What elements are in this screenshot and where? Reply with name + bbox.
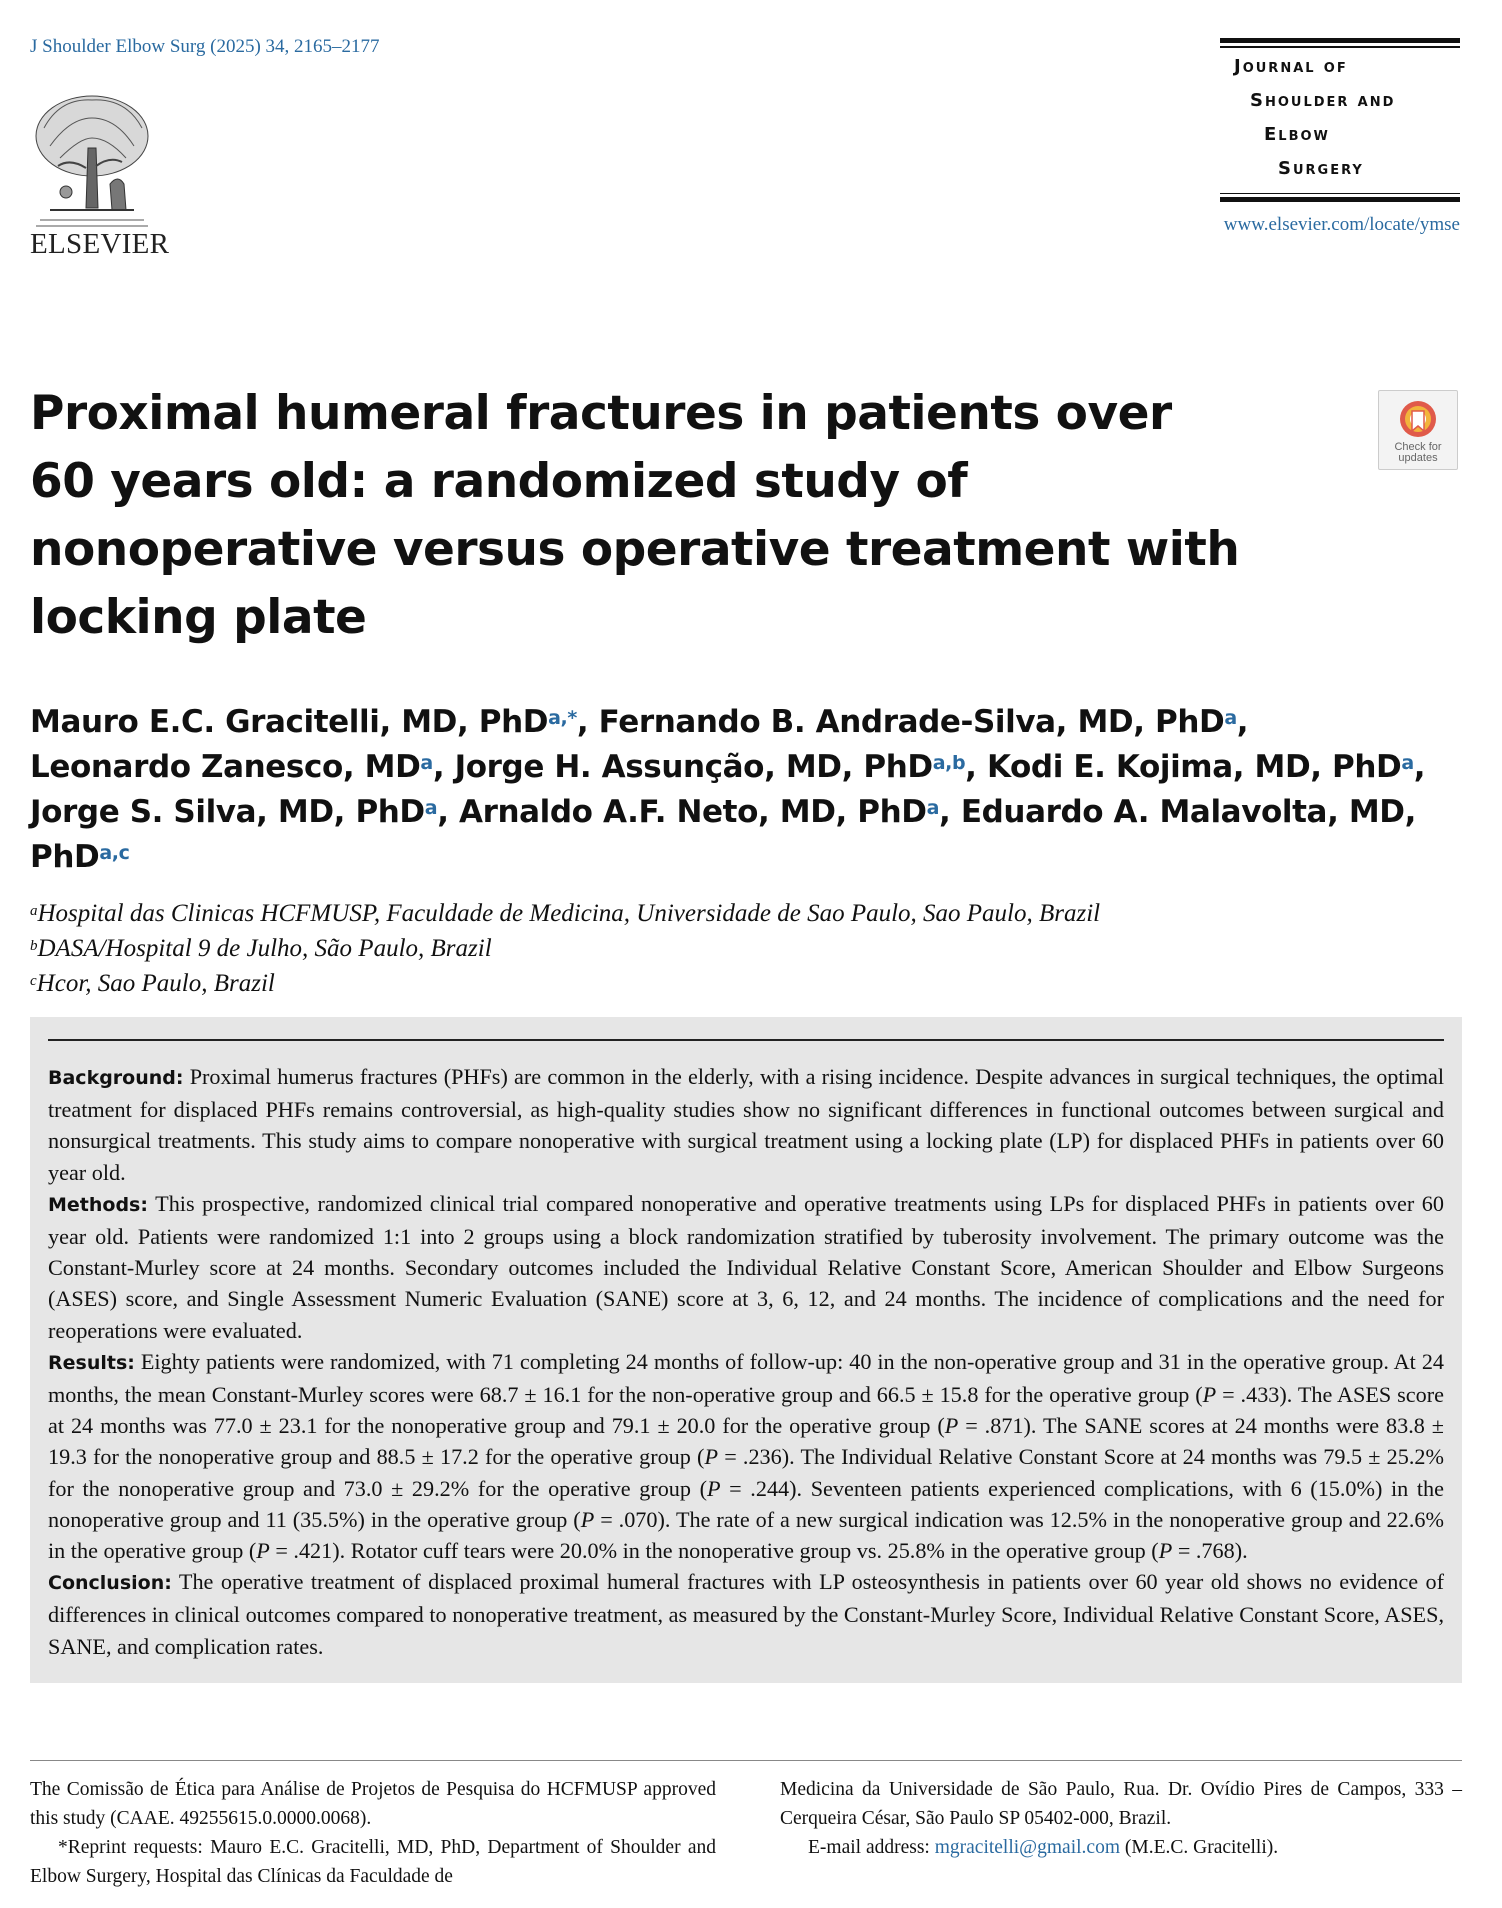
email-footnote <box>780 1833 1462 1862</box>
check-updates-label: Check for <box>1394 441 1442 453</box>
abstract-paragraph: = .244). Seventeen patients experienced complications, with 6 (15.0%) in the nonoperative group and 11 (35.5%) in the operative group ( <box>48 1475 1444 1532</box>
affiliation-item <box>30 931 1100 966</box>
affiliation-link[interactable]: a,* <box>548 707 577 729</box>
email-owner: (M.E.C. Gracitelli). <box>1124 1837 1279 1858</box>
affiliation-list <box>30 896 1100 1001</box>
abstract-paragraph: This prospective, randomized clinical trial compared nonoperative and operative treatments using LPs for displaced PHFs in patients over 60 year old. Patients were randomized 1:1 into 2 groups using a block randomization stratified by tuberosity involvement. The primary outcome was the Constant-Murley score at 24 months. Secondary outcomes included the Individual Relative Constant Score, American Shoulder and Elbow Surgeons (ASES) score, and Single Assessment Numeric Evaluation (SANE) score at 3, 6, 12, and 24 months. The incidence of complications and the need for reoperations were evaluated. <box>48 1190 1444 1343</box>
affiliation-link[interactable]: a <box>420 752 433 774</box>
check-for-updates-button[interactable] <box>1378 390 1458 470</box>
footnote-left-column <box>30 1775 716 1891</box>
abstract-results <box>48 1346 1444 1566</box>
abstract-paragraph: = .070). The rate of a new surgical indication was 12.5% in the nonoperative group and 22.6% in the operative group ( <box>48 1506 1444 1564</box>
abstract-methods <box>48 1188 1444 1346</box>
title-line: Proximal humeral fractures in patients over <box>30 386 1172 441</box>
author-name: Jorge H. Assunção, MD, PhD <box>454 749 933 785</box>
abstract-paragraph: = .768). <box>1172 1538 1248 1564</box>
author-name: Fernando B. Andrade-Silva, MD, PhD <box>598 704 1225 740</box>
abstract-background <box>48 1061 1444 1188</box>
journal-title-line: Shoulder and <box>1250 89 1396 111</box>
abstract-divider <box>48 1039 1444 1041</box>
author-name: Mauro E.C. Gracitelli, MD, PhD <box>30 704 549 740</box>
affiliation-mark: a <box>30 903 38 919</box>
reprint-footnote-continued: Medicina da Universidade de São Paulo, Rua. Dr. Ovídio Pires de Campos, 333 – Cerqueira César, São Paulo SP 05402-000, Brazil. <box>780 1779 1462 1829</box>
author-line <box>30 790 1470 880</box>
author-separator: , <box>1236 704 1249 740</box>
affiliation-link[interactable]: a,b <box>932 752 966 774</box>
author-separator: , <box>1413 749 1426 785</box>
abstract-heading: Background: <box>48 1067 184 1089</box>
abstract-paragraph: = .236). The Individual Relative Constant Score at 24 months was 79.5 ± 25.2% for the nonoperative group and 73.0 ± 29.2% for the operative group ( <box>48 1444 1444 1501</box>
abstract-heading: Conclusion: <box>48 1572 172 1595</box>
journal-title-line: Journal of <box>1234 55 1348 77</box>
author-line <box>30 745 1470 790</box>
title-line: 60 years old: a randomized study of <box>30 454 968 509</box>
journal-citation: J Shoulder Elbow Surg (2025) 34, 2165–2177 <box>30 36 380 57</box>
publisher-name: ELSEVIER <box>30 228 170 260</box>
p-value-symbol: P <box>1202 1382 1217 1408</box>
abstract-paragraph: = .421). Rotator cuff tears were 20.0% in the nonoperative group vs. 25.8% in the operative group ( <box>269 1538 1159 1564</box>
footnote-divider <box>30 1760 1462 1761</box>
abstract-conclusion <box>48 1566 1444 1662</box>
affiliation-link[interactable]: a <box>424 797 438 819</box>
publisher-logo <box>30 88 190 259</box>
journal-title-line: Surgery <box>1278 157 1364 179</box>
p-value-symbol: P <box>1158 1538 1173 1564</box>
abstract-text <box>48 1061 1444 1662</box>
p-value-symbol: P <box>707 1475 721 1501</box>
article-title <box>30 380 1250 652</box>
journal-title-line: Elbow <box>1264 123 1330 145</box>
abstract-paragraph: Proximal humerus fractures (PHFs) are common in the elderly, with a rising incidence. Despite advances in surgical techniques, the optimal treatment for displaced PHFs remains controversial, as high-quality studies show no significant differences in functional outcomes between surgical and nonsurgical treatments. This study aims to compare nonoperative with surgical treatment using a locking plate (LP) for displaced PHFs in patients over 60 year old. <box>48 1064 1444 1185</box>
affiliation-item <box>30 896 1100 931</box>
author-name: Jorge S. Silva, MD, PhD <box>30 794 425 830</box>
bookmark-icon <box>1398 399 1438 439</box>
reprint-footnote: *Reprint requests: Mauro E.C. Gracitelli, MD, PhD, Department of Shoulder and Elbow Surgery, Hospital das Clínicas da Faculdade de <box>30 1837 716 1887</box>
abstract-paragraph: The operative treatment of displaced proximal humeral fractures with LP osteosynthesis in patients over 60 year old shows no evidence of differences in clinical outcomes compared to nonoperative treatment, as measured by the Constant-Murley Score, Individual Relative Constant Score, ASES, SANE, and complication rates. <box>48 1569 1444 1659</box>
affiliation-text: DASA/Hospital 9 de Julho, São Paulo, Brazil <box>37 935 492 962</box>
affiliation-mark: b <box>30 938 38 954</box>
abstract-box <box>30 1017 1462 1683</box>
author-name: Arnaldo A.F. Neto, MD, PhD <box>458 794 927 830</box>
elsevier-tree-icon <box>30 88 154 236</box>
abstract-heading: Methods: <box>48 1193 148 1216</box>
affiliation-link[interactable]: a,c <box>99 842 130 864</box>
abstract-paragraph: Eighty patients were randomized, with 71 completing 24 months of follow-up: 40 in the non-operative group and 31 in the operative group. At 24 months, the mean Constant-Murley scores were 68.7 ± 16.1 for the non-operative group and 66.5 ± 15.8 for the operative group ( <box>48 1348 1445 1408</box>
author-list <box>30 700 1470 880</box>
author-name: Leonardo Zanesco, MD <box>30 749 421 785</box>
affiliation-link[interactable]: a <box>926 797 940 819</box>
author-separator: , <box>432 749 455 785</box>
author-separator: , <box>939 794 961 830</box>
journal-rule-bottom <box>1220 197 1460 202</box>
author-separator: , <box>437 794 459 830</box>
email-link[interactable]: mgracitelli@gmail.com <box>934 1837 1120 1858</box>
abstract-paragraph: = .871). The SANE scores at 24 months were 83.8 ± 19.3 for the nonoperative group and 88.5 ± 17.2 for the operative group ( <box>48 1413 1444 1470</box>
title-line: nonoperative versus operative treatment with <box>30 522 1240 577</box>
journal-logo <box>1220 38 1460 202</box>
p-value-symbol: P <box>580 1506 595 1532</box>
journal-rule-bottom-thin <box>1220 193 1460 195</box>
p-value-symbol: P <box>256 1538 270 1564</box>
title-line: locking plate <box>30 590 367 645</box>
footnote-right-column <box>780 1775 1462 1862</box>
check-updates-label: updates <box>1398 452 1438 464</box>
affiliation-text: Hospital das Clinicas HCFMUSP, Faculdade de Medicina, Universidade de Sao Paulo, Sao Paulo, Brazil <box>37 900 1101 927</box>
affiliation-link[interactable]: a <box>1401 752 1414 774</box>
ethics-footnote: The Comissão de Ética para Análise de Projetos de Pesquisa do HCFMUSP approved this study (CAAE. 49255615.0.0000.0068). <box>30 1779 716 1829</box>
journal-rule-top <box>1220 38 1460 43</box>
author-name: Eduardo A. Malavolta, MD, PhD <box>30 794 1416 875</box>
author-name: Kodi E. Kojima, MD, PhD <box>986 749 1402 785</box>
affiliation-mark: c <box>30 973 37 989</box>
author-line <box>30 700 1470 745</box>
affiliation-item <box>30 966 1100 1001</box>
abstract-heading: Results: <box>48 1351 135 1374</box>
journal-url-link[interactable]: www.elsevier.com/locate/ymse <box>1223 214 1460 235</box>
author-separator: , <box>965 749 987 785</box>
affiliation-link[interactable]: a <box>1224 707 1237 729</box>
affiliation-text: Hcor, Sao Paulo, Brazil <box>36 970 275 997</box>
p-value-symbol: P <box>704 1444 719 1470</box>
abstract-paragraph: = .433). The ASES score at 24 months was 77.0 ± 23.1 for the nonoperative group and 79.1 ± 20.0 for the operative group ( <box>48 1382 1444 1439</box>
author-separator: , <box>576 704 599 740</box>
p-value-symbol: P <box>944 1413 959 1439</box>
email-label: E-mail address: <box>808 1837 930 1858</box>
